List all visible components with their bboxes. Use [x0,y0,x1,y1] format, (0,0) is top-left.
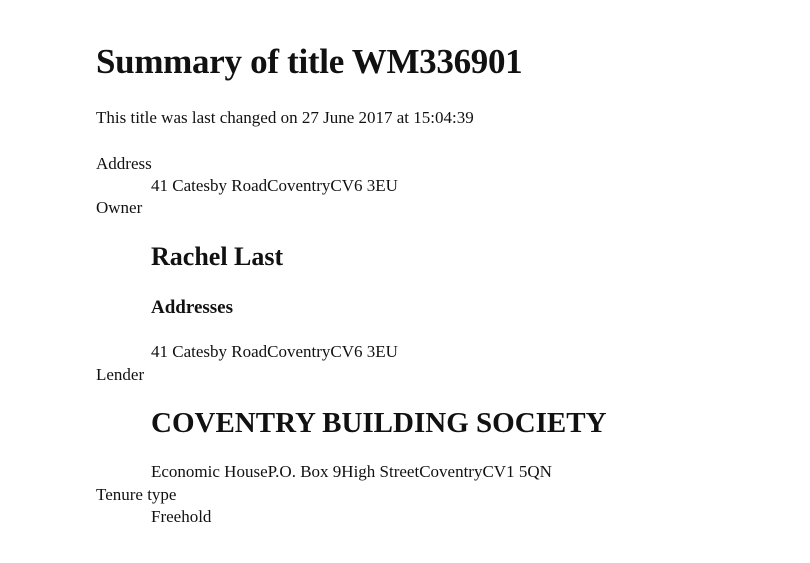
property-address: 41 Catesby RoadCoventryCV6 3EU [151,176,398,195]
last-changed-text: This title was last changed on 27 June 2017 at 15:04:39 [96,108,474,127]
lender-name: COVENTRY BUILDING SOCIETY [151,407,607,439]
owner-address: 41 Catesby RoadCoventryCV6 3EU [151,342,398,361]
lender-address: Economic HouseP.O. Box 9High StreetCoventryCV1 5QN [151,462,552,481]
tenure-type-value: Freehold [151,507,212,526]
address-label: Address [96,154,152,173]
lender-label: Lender [96,365,145,384]
owner-label: Owner [96,198,143,217]
page-title: Summary of title WM336901 [96,42,523,81]
owner-addresses-heading: Addresses [151,297,233,318]
tenure-type-label: Tenure type [96,485,177,504]
owner-name: Rachel Last [151,242,284,271]
